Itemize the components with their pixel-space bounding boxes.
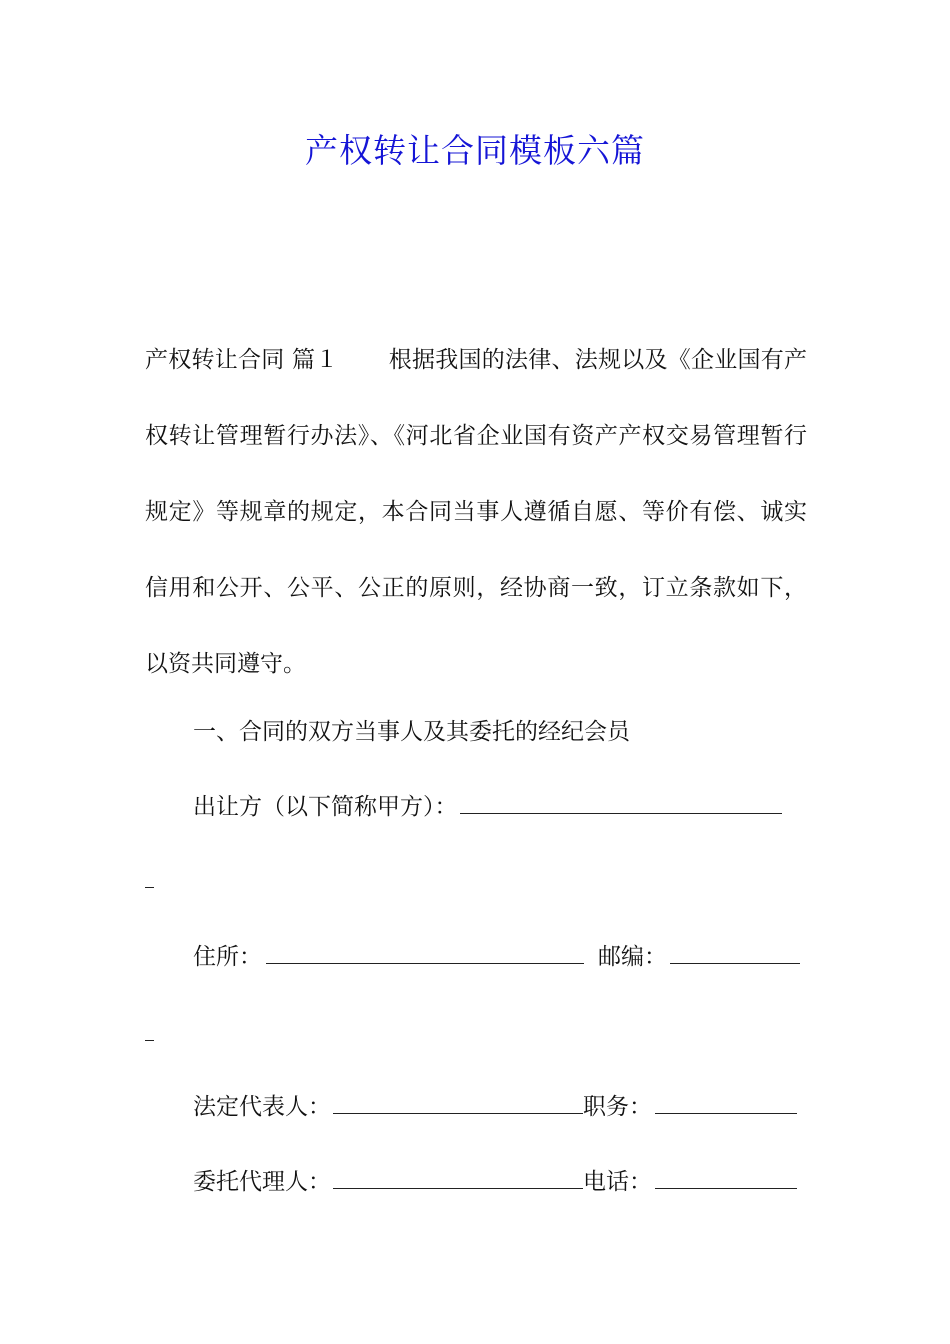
transferor-blank[interactable] [460, 791, 782, 814]
address-row [193, 940, 800, 974]
legal-rep-row [193, 1090, 797, 1124]
legal-rep-blank[interactable] [333, 1091, 583, 1114]
agent-blank[interactable] [333, 1166, 583, 1189]
position-label: 职务： [583, 1094, 652, 1120]
underline-continuation [145, 887, 154, 888]
section-heading-1: 一、合同的双方当事人及其委托的经纪会员 [193, 719, 630, 745]
address-blank[interactable] [266, 941, 584, 964]
intro-text: 根据我国的法律、法规以及《企业国有产权转让管理暂行办法》、《河北省企业国有资产产权交易管理暂行规定》等规章的规定，本合同当事人遵循自愿、等价有偿、诚实信用和公开、公平、公正的原则，经协商一致，订立条款如下，以资共同遵守。 [145, 347, 808, 677]
postcode-label: 邮编： [598, 944, 667, 970]
agent-label: 委托代理人： [193, 1169, 331, 1195]
document-title: 产权转让合同模板六篇 [305, 131, 645, 170]
phone-label: 电话： [583, 1169, 652, 1195]
transferor-label: 出让方（以下简称甲方）： [193, 794, 458, 820]
intro-heading: 产权转让合同 篇１ [145, 347, 339, 373]
transferor-row [193, 790, 782, 824]
address-label: 住所： [193, 944, 262, 970]
postcode-blank[interactable] [670, 941, 800, 964]
legal-rep-label: 法定代表人： [193, 1094, 331, 1120]
agent-row [193, 1165, 797, 1199]
intro-paragraph [145, 322, 807, 702]
phone-blank[interactable] [655, 1166, 797, 1189]
underline-continuation [145, 1040, 154, 1041]
position-blank[interactable] [655, 1091, 797, 1114]
